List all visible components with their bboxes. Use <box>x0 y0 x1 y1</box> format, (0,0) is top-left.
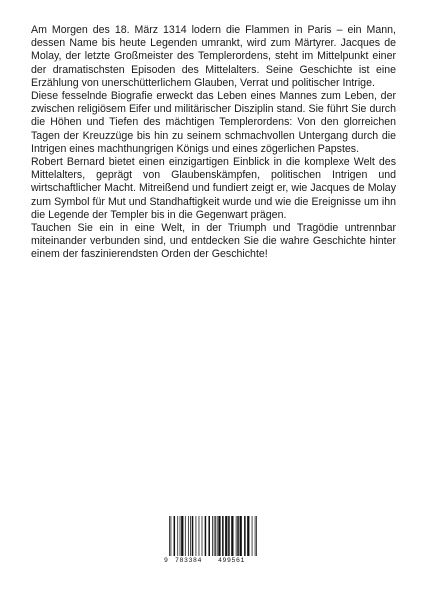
barcode-bar <box>236 516 237 556</box>
barcode-bar <box>215 516 216 556</box>
barcode-bar <box>208 516 210 556</box>
barcode-bars <box>169 516 257 556</box>
barcode-bar <box>240 516 242 556</box>
barcode-bar <box>192 516 194 556</box>
barcode-bar <box>196 516 197 556</box>
barcode-bar <box>256 516 257 556</box>
blurb-paragraph-3: Robert Bernard bietet einen einzigartigen Einblick in die komplexe Welt des Mittelalters, geprägt von Glaubenskämpfen, politischen Intrigen und wirtschaftlicher Macht. Mitreißend und fundiert zeigt er, wie Jacques de Molay zum Symbol für Mut und Standhaftigkeit wurde und wie die Ereignisse um ihn die Legende der Templer bis in die Gegenwart prägen. <box>31 156 396 221</box>
barcode-bar <box>225 516 227 556</box>
barcode-digit-group-left: 783384 <box>175 557 203 564</box>
barcode-bar <box>212 516 213 556</box>
barcode-digit-group-right: 499561 <box>218 557 246 564</box>
barcode-bar <box>174 516 176 556</box>
barcode-bar <box>237 516 239 556</box>
barcode-bar <box>181 516 183 556</box>
barcode-bar <box>244 516 246 556</box>
barcode-bar <box>171 516 172 556</box>
barcode-bar <box>199 516 200 556</box>
barcode-bar <box>252 516 253 556</box>
blurb-text <box>31 24 396 262</box>
barcode-bar <box>202 516 203 556</box>
barcode-bar <box>177 516 178 556</box>
barcode-bar <box>180 516 181 556</box>
barcode-bar <box>188 516 189 556</box>
barcode-bar <box>185 516 186 556</box>
barcode-bar <box>222 516 224 556</box>
barcode-digit-prefix: 9 <box>164 557 168 564</box>
blurb-paragraph-2: Diese fesselnde Biografie erweckt das Leben eines Mannes zum Leben, der zwischen religiösem Eifer und militärischer Disziplin stand. Sie führt Sie durch die Höhen und Tiefen des mächtigen Templerordens: Von den glorreichen Tagen der Kreuzzüge bis hin zu seinem schmachvollen Untergang durch die Intrigen eines machthungrigen Königs und eines zögerlichen Papstes. <box>31 90 396 155</box>
blurb-paragraph-1: Am Morgen des 18. März 1314 lodern die Flammen in Paris – ein Mann, dessen Name bis heute Legenden umrankt, wird zum Märtyrer. Jacques de Molay, der letzte Großmeister des Templerordens, steht im Mittelpunkt einer der dramatischsten Episoden des Mittelalters. Seine Geschichte ist eine Erzählung von unerschütterlichem Glauben, Verrat und politischer Intrige. <box>31 24 396 89</box>
barcode-bar <box>247 516 249 556</box>
barcode-bar <box>214 516 215 556</box>
barcode-bar <box>205 516 207 556</box>
barcode-bar <box>231 516 233 556</box>
barcode-bar <box>169 516 170 556</box>
isbn-barcode <box>163 513 263 571</box>
barcode-bar <box>255 516 256 556</box>
barcode-bar <box>218 516 220 556</box>
barcode-bar <box>217 516 218 556</box>
barcode-bar <box>228 516 230 556</box>
barcode-digits <box>163 557 263 567</box>
blurb-paragraph-4: Tauchen Sie ein in eine Welt, in der Triumph und Tragödie untrennbar miteinander verbunden sind, und entdecken Sie die wahre Geschichte hinter einem der faszinierendsten Orden der Geschichte! <box>31 222 396 261</box>
barcode-bar <box>190 516 191 556</box>
